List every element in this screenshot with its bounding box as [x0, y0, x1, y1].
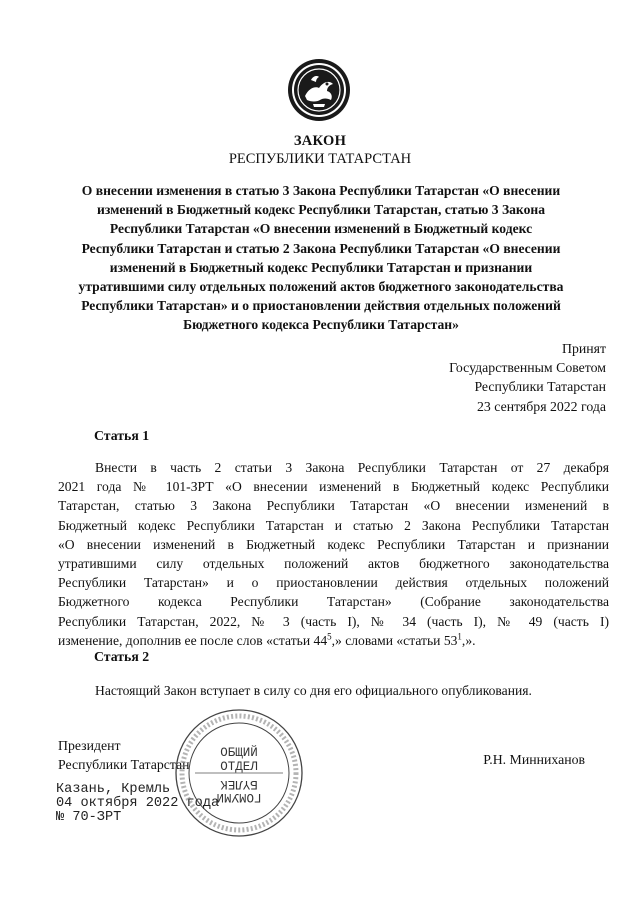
stamp-line: ОБЩИЙ [220, 746, 258, 760]
subject-line: Республики Татарстан» и о приостановлении действия отдельных положений [81, 298, 561, 314]
accepted-line: Республики Татарстан [474, 379, 606, 395]
stamp-line: ГОМУМИ [216, 790, 262, 804]
article-1-line: Бюджетного кодекса Республики Татарстан» (Собрание законодательства [58, 594, 609, 610]
article-2-heading: Статья 2 [94, 649, 150, 664]
law-subject [58, 181, 584, 335]
article-1-line: Татарстан, статью 3 Закона Республики Татарстан «О внесении изменений в [58, 498, 609, 514]
position-line: Республики Татарстан [58, 757, 190, 773]
article-2-text [58, 681, 609, 700]
article-2-line: Настоящий Закон вступает в силу со дня его официального опубликования. [95, 683, 532, 698]
article-1-last-line [58, 631, 609, 650]
superscript: 5 [327, 631, 332, 642]
stamp-line: БҮЛЕК [220, 777, 258, 791]
article-1-last-part: изменение, дополнив ее после слов «статьи 44 [58, 632, 328, 648]
article-1-line: Бюджетный кодекс Республики Татарстан и статью 2 Закона Республики Татарстан [58, 517, 609, 533]
accepted-date: 23 сентября 2022 года [477, 398, 606, 414]
article-1-line: Внести в часть 2 статьи 3 Закона Республики Татарстан от 27 декабря [95, 460, 609, 475]
subject-line: Республики Татарстан «О внесении изменений в Бюджетный кодекс [109, 221, 533, 237]
subject-line: изменений в Бюджетный кодекс Республики Татарстан, статью 3 Закона [96, 202, 545, 218]
registration-date: 04 октября 2022 года [56, 796, 220, 811]
accepted-line: Государственным Советом [449, 360, 606, 376]
article-1-last-part: ,» словами «статьи 53 [331, 632, 458, 648]
position-line: Президент [58, 738, 121, 753]
registration-number: № 70-ЗРТ [56, 810, 122, 825]
article-1-line: утратившими силу отдельных положений актов бюджетного законодательства [58, 555, 609, 571]
article-1-heading: Статья 1 [94, 428, 150, 443]
article-1-line: 2021 года № 101-ЗРТ «О внесении изменений в Бюджетный кодекс Республики [58, 479, 609, 495]
registration-place: Казань, Кремль [56, 782, 171, 797]
signatory-position [58, 736, 190, 774]
subject-line: утратившими силу отдельных положений актов бюджетного законодательства [78, 279, 564, 295]
signatory-name: Р.Н. Минниханов [483, 752, 585, 767]
accepted-line: Принят [561, 341, 606, 356]
law-republic-subtitle: РЕСПУБЛИКИ ТАТАРСТАН [228, 151, 412, 167]
article-1-last-part: ,». [461, 632, 476, 648]
stamp-line: ОТДЕЛ [220, 760, 258, 774]
subject-line: О внесении изменения в статью 3 Закона Республики Татарстан «О внесении [81, 183, 561, 198]
subject-line: Бюджетного кодекса Республики Татарстан» [183, 317, 459, 333]
article-1-line: Республики Татарстан» и о приостановлении действия отдельных положений [58, 575, 609, 591]
superscript: 1 [457, 631, 462, 642]
subject-line: Республики Татарстан и статью 2 Закона Республики Татарстан «О внесении [81, 240, 561, 256]
article-1-line: «О внесении изменений в Бюджетный кодекс Республики Татарстан и признании [58, 536, 609, 552]
law-title: ЗАКОН [293, 133, 347, 149]
article-1-line: Республики Татарстан, 2022, № 3 (часть I), № 34 (часть I), № 49 (часть I) [58, 613, 609, 629]
tatarstan-coat-of-arms-icon [287, 58, 351, 122]
subject-line: изменений в Бюджетный кодекс Республики Татарстан и признании [109, 259, 533, 275]
accepted-block [449, 339, 606, 416]
article-1-text [58, 458, 609, 650]
